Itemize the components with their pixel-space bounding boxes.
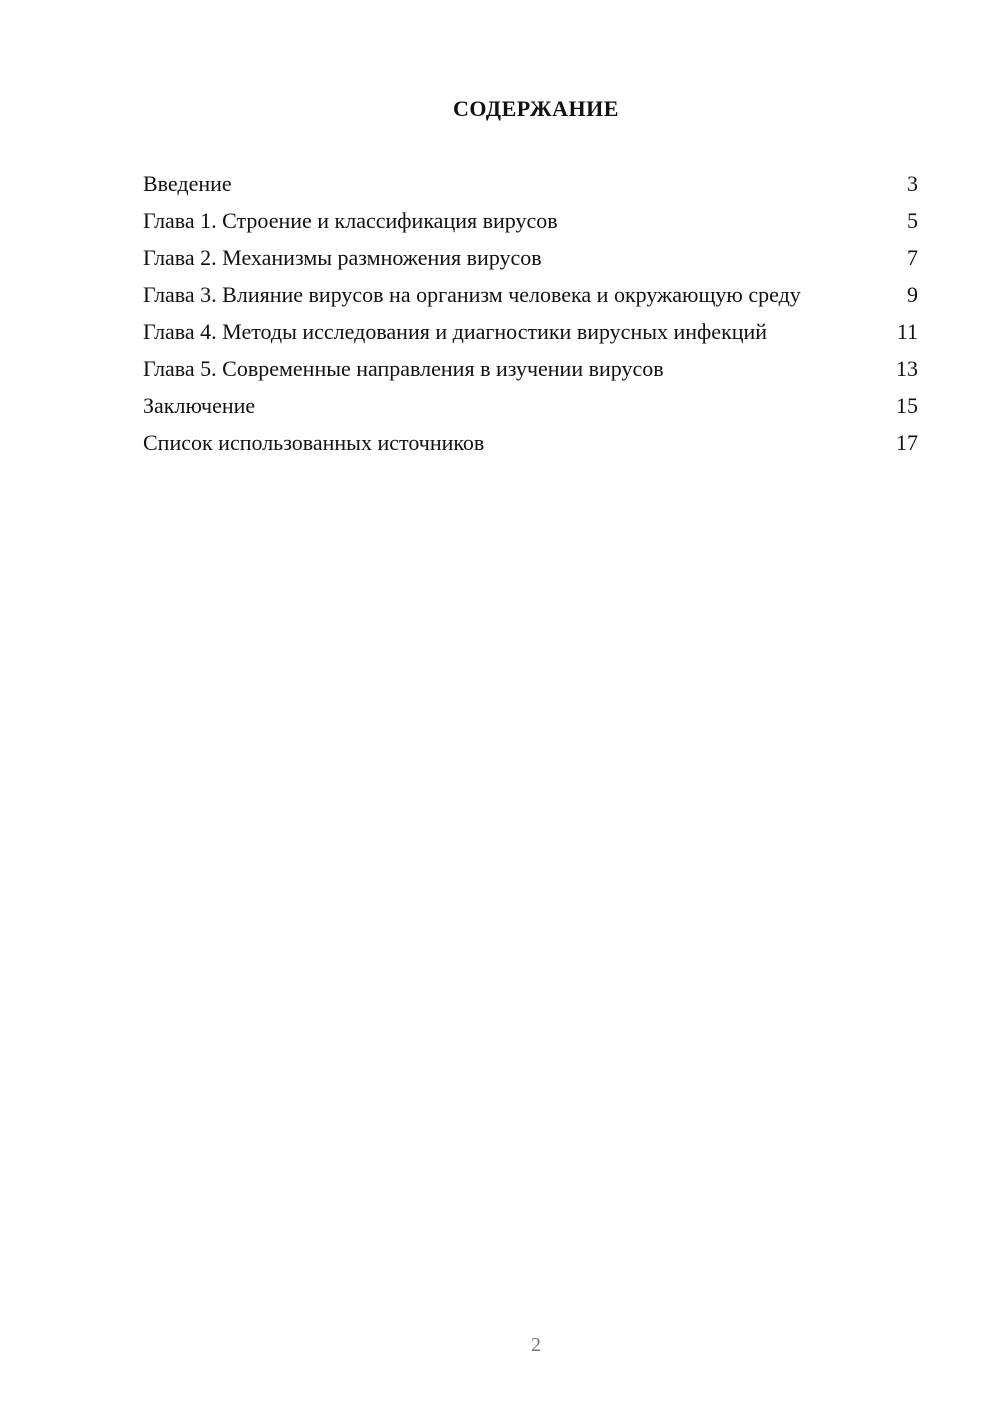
toc-entry-title: Список использованных источников xyxy=(143,430,485,455)
toc-entry-chapter-3 xyxy=(143,281,918,308)
toc-entry-title: Глава 1. Строение и классификация вирусов xyxy=(143,208,558,233)
table-of-contents xyxy=(143,170,918,466)
toc-entry-page: 17 xyxy=(896,430,918,455)
toc-entry-title: Глава 4. Методы исследования и диагностики вирусных инфекций xyxy=(143,319,768,344)
toc-entry-page: 9 xyxy=(907,282,918,307)
toc-entry-chapter-4 xyxy=(143,318,918,345)
toc-entry-title: Глава 3. Влияние вирусов на организм человека и окружающую среду xyxy=(143,282,801,307)
toc-entry-page: 3 xyxy=(907,171,918,196)
toc-entry-page: 5 xyxy=(907,208,918,233)
toc-entry-page: 7 xyxy=(907,245,918,270)
toc-entry-page: 13 xyxy=(896,356,918,381)
toc-entry-chapter-1 xyxy=(143,207,918,234)
toc-entry-title: Введение xyxy=(143,171,232,196)
toc-entry-conclusion xyxy=(143,392,918,419)
toc-entry-references xyxy=(143,429,918,456)
page-title: СОДЕРЖАНИЕ xyxy=(453,96,619,121)
toc-entry-introduction xyxy=(143,170,918,197)
page-number: 2 xyxy=(531,1334,541,1356)
toc-entry-chapter-5 xyxy=(143,355,918,382)
toc-entry-title: Глава 2. Механизмы размножения вирусов xyxy=(143,245,542,270)
toc-entry-title: Глава 5. Современные направления в изучении вирусов xyxy=(143,356,664,381)
toc-entry-chapter-2 xyxy=(143,244,918,271)
toc-entry-page: 11 xyxy=(896,319,918,344)
toc-entry-title: Заключение xyxy=(143,393,256,418)
toc-entry-page: 15 xyxy=(896,393,918,418)
